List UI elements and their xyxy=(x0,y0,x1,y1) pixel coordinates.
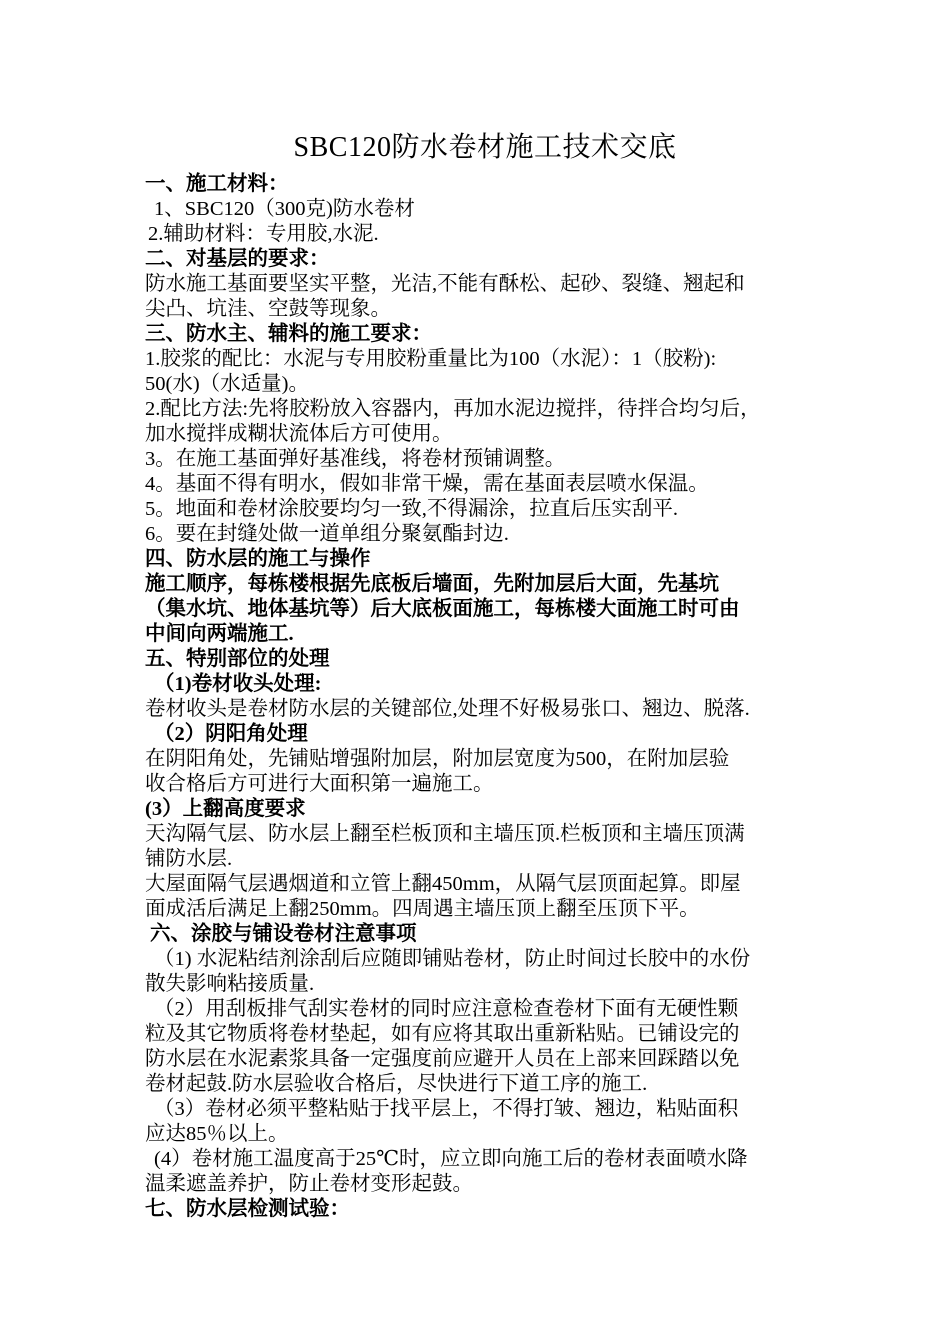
paragraph-line: 6。要在封缝处做一道单组分聚氨酯封边. xyxy=(145,523,509,545)
paragraph-line: 卷材起鼓.防水层验收合格后，尽快进行下道工序的施工. xyxy=(145,1073,648,1095)
paragraph-line-bold: 中间向两端施工. xyxy=(145,623,294,645)
paragraph-line: 3。在施工基面弹好基准线，将卷材预铺调整。 xyxy=(145,448,566,470)
paragraph-line: 散失影响粘接质量. xyxy=(145,973,315,995)
section-heading-1: 一、施工材料： xyxy=(145,173,289,195)
document-page xyxy=(145,128,825,1222)
section-heading-2: 二、对基层的要求： xyxy=(145,248,330,270)
paragraph-line: （3）卷材必须平整粘贴于找平层上，不得打皱、翘边，粘贴面积 xyxy=(154,1098,739,1120)
paragraph-line: 4。基面不得有明水，假如非常干燥，需在基面表层喷水保温。 xyxy=(145,473,709,495)
paragraph-line: 防水施工基面要坚实平整，光洁,不能有酥松、起砂、裂缝、翘起和 xyxy=(145,273,745,295)
paragraph-line: 1.胶浆的配比：水泥与专用胶粉重量比为100（水泥）：1（胶粉): xyxy=(145,348,717,370)
document-title: SBC120防水卷材施工技术交底 xyxy=(293,132,677,163)
paragraph-line: 卷材收头是卷材防水层的关键部位,处理不好极易张口、翘边、脱落. xyxy=(145,698,750,720)
material-item-2: 2.辅助材料：专用胶,水泥. xyxy=(148,223,379,245)
section-heading-5: 五、特别部位的处理 xyxy=(145,648,330,670)
paragraph-line: 50(水)（水适量)。 xyxy=(145,373,309,395)
paragraph-line: 尖凸、坑洼、空鼓等现象。 xyxy=(145,298,391,320)
paragraph-line: 铺防水层. xyxy=(145,848,233,870)
section-heading-7: 七、防水层检测试验： xyxy=(145,1198,350,1220)
paragraph-line-bold: 施工顺序，每栋楼根据先底板后墙面，先附加层后大面，先基坑 xyxy=(145,573,719,595)
subheading-3: (3）上翻高度要求 xyxy=(145,798,306,820)
paragraph-line-bold: （集水坑、地体基坑等）后大底板面施工，每栋楼大面施工时可由 xyxy=(145,598,740,620)
paragraph-line: 在阴阳角处，先铺贴增强附加层，附加层宽度为500，在附加层验 xyxy=(145,748,730,770)
paragraph-line: 面成活后满足上翻250mm。四周遇主墙压顶上翻至压顶下平。 xyxy=(145,898,700,920)
paragraph-line: 2.配比方法:先将胶粉放入容器内，再加水泥边搅拌，待拌合均匀后， xyxy=(145,398,761,420)
paragraph-line: 温柔遮盖养护，防止卷材变形起鼓。 xyxy=(145,1173,473,1195)
subheading-2: （2）阴阳角处理 xyxy=(154,723,308,745)
paragraph-line: 收合格后方可进行大面积第一遍施工。 xyxy=(145,773,494,795)
paragraph-line: 防水层在水泥素浆具备一定强度前应避开人员在上部来回踩踏以免 xyxy=(145,1048,740,1070)
paragraph-line: （2）用刮板排气刮实卷材的同时应注意检查卷材下面有无硬性颗 xyxy=(154,998,739,1020)
section-heading-6: 六、涂胶与铺设卷材注意事项 xyxy=(150,923,417,945)
paragraph-line: 粒及其它物质将卷材垫起，如有应将其取出重新粘贴。已铺设完的 xyxy=(145,1023,740,1045)
paragraph-line: 加水搅拌成糊状流体后方可使用。 xyxy=(145,423,453,445)
paragraph-line: 应达85％以上。 xyxy=(145,1123,289,1145)
paragraph-line: （1) 水泥粘结剂涂刮后应随即铺贴卷材，防止时间过长胶中的水份 xyxy=(154,948,751,970)
subheading-1: （1)卷材收头处理: xyxy=(154,673,322,695)
paragraph-line: (4）卷材施工温度高于25℃时，应立即向施工后的卷材表面喷水降 xyxy=(154,1148,748,1170)
material-item-1: 1、SBC120（300克)防水卷材 xyxy=(154,198,415,220)
paragraph-line: 天沟隔气层、防水层上翻至栏板顶和主墙压顶.栏板顶和主墙压顶满 xyxy=(145,823,745,845)
paragraph-line: 大屋面隔气层遇烟道和立管上翻450mm，从隔气层顶面起算。即屋 xyxy=(145,873,741,895)
section-heading-3: 三、防水主、辅料的施工要求： xyxy=(145,323,432,345)
section-heading-4: 四、防水层的施工与操作 xyxy=(145,548,371,570)
paragraph-line: 5。地面和卷材涂胶要均匀一致,不得漏涂，拉直后压实刮平. xyxy=(145,498,678,520)
